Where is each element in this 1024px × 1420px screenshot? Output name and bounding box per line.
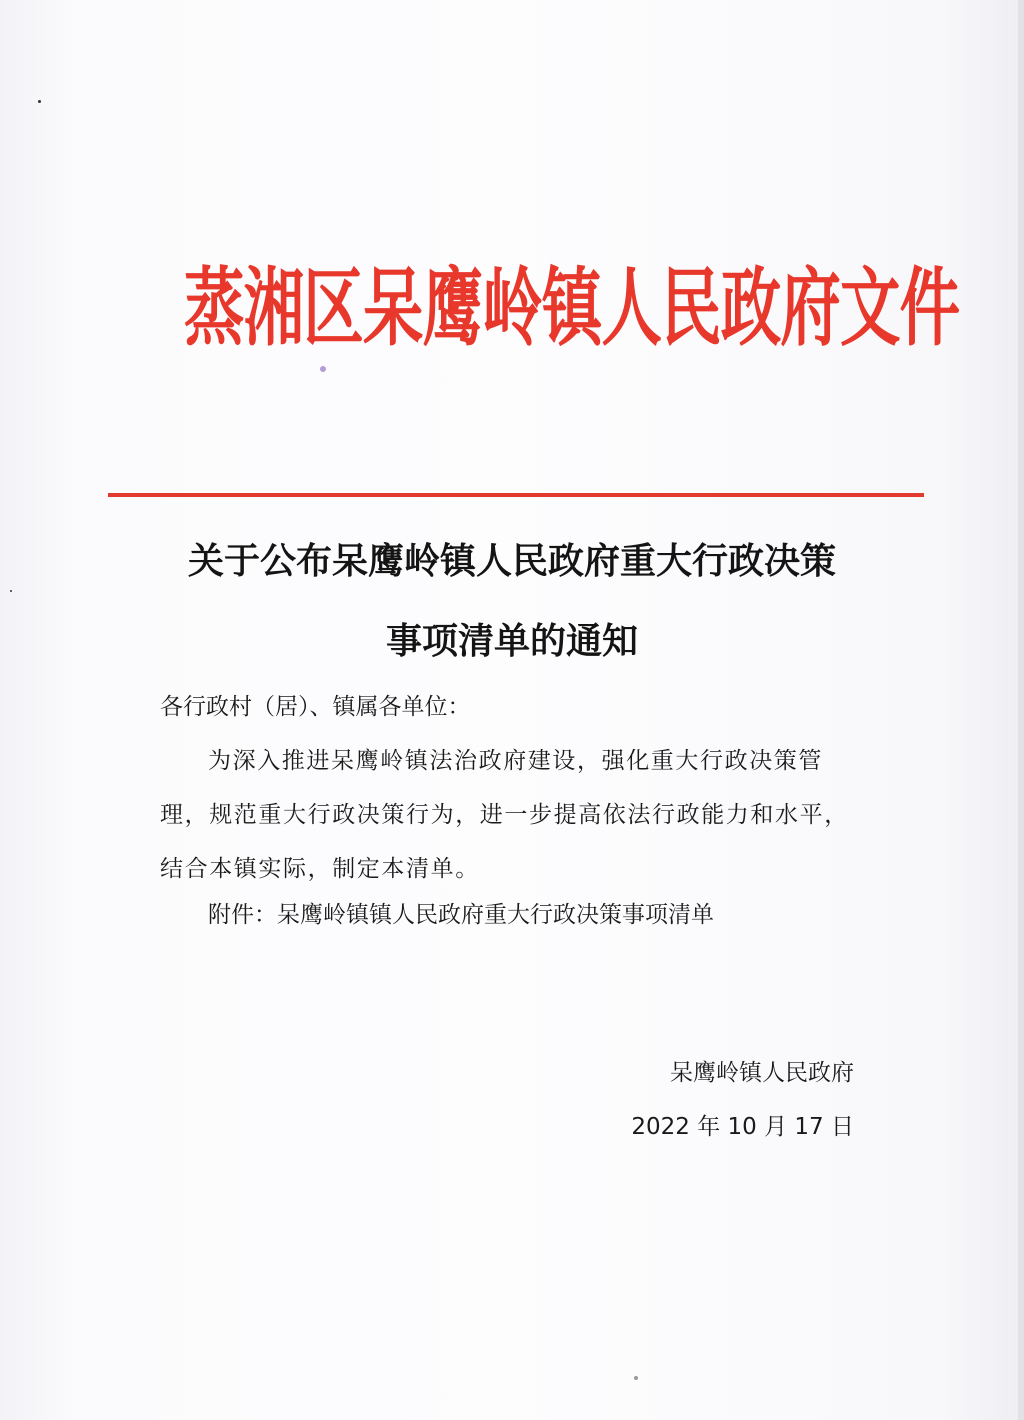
body-paragraph: 为深入推进呆鹰岭镇法治政府建设，强化重大行政决策管理，规范重大行政决策行为，进一步提高依法行政能力和水平，结合本镇实际，制定本清单。 <box>160 748 849 882</box>
scan-speck <box>38 100 41 103</box>
issue-date: 2022 年 10 月 17 日 <box>631 1114 854 1140</box>
page-edge <box>1018 0 1024 1420</box>
document-title-line-2: 事项清单的通知 <box>385 620 638 662</box>
attachment-note: 附件：呆鹰岭镇镇人民政府重大行政决策事项清单 <box>208 902 714 928</box>
salutation: 各行政村（居）、镇属各单位： <box>160 694 471 720</box>
document-header-title: 蒸湘区呆鹰岭镇人民政府文件 <box>184 258 960 358</box>
scan-speck <box>634 1376 638 1380</box>
issuing-authority: 呆鹰岭镇人民政府 <box>670 1060 854 1086</box>
scan-speck <box>10 590 12 592</box>
scan-speck <box>320 366 326 372</box>
red-divider-line <box>108 493 924 497</box>
document-title-line-1: 关于公布呆鹰岭镇人民政府重大行政决策 <box>187 540 836 582</box>
